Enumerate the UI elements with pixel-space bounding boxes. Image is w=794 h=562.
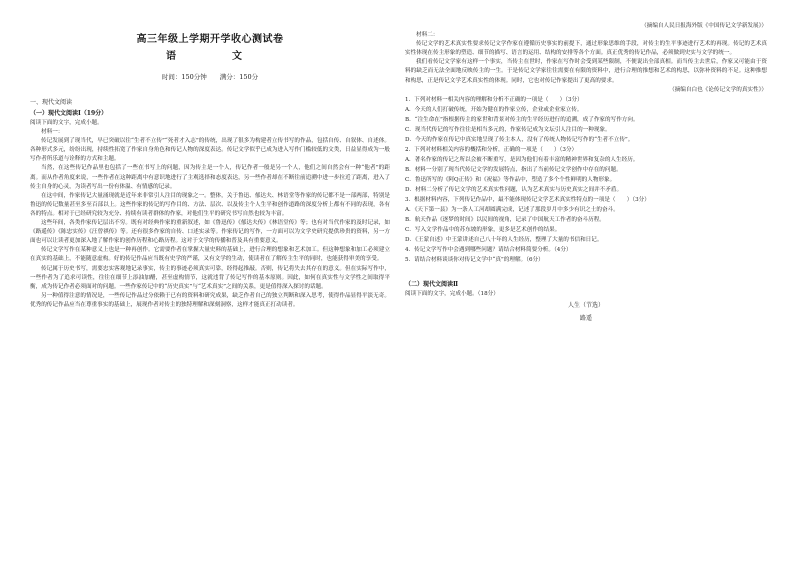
option: A．著名作家的传记之所以会被不断重写，是因为他们有着丰富的精神世界和复杂的人生经历。 (405, 156, 639, 163)
paragraph: 我们看传记文学家有这样一个事实，当传主在世时，作家在写作时会受到某些限制，不便说出全部真相。而当传主去世后，作家又可能由于资料的缺乏而无法全面地反映传主的一生。于是传记文学家往往需要在有限的资料中，进行合理的推想和艺术的构思，以弥补资料的不足。这种推想和构思，正是传记文学艺术真实性的体现。同时，它也对传记作家提出了更高的要求。 (405, 59, 767, 84)
paragraph: 传记文学写作在某种意义上也是一种再创作。它需要作者在掌握大量史料的基础上，进行合理的想象和艺术加工。但这种想象和加工必须建立在真实的基础上，不能随意虚构。好的传记作品应当既有史学的严谨，又有文学的生动，使读者在了解传主生平的同时，也能获得审美的享受。 (30, 247, 390, 263)
left-column (30, 0, 390, 562)
story-author: 路遥 (579, 314, 592, 322)
exam-meta: 时间：150分钟 满分：150分 (161, 73, 259, 81)
paragraph: 传记发展到了现当代，早已突破以往“生者不立传”“死者才入志”的传统，出现了很多为构建者立传书写的作品，包括自传、自叙体、自述体。各种形式多元，纷纷出现，持续性拓宽了作家自身角色和传记人物的深度表达。传记文学似乎已成为进入写作门槛较低的文类，日益显得成为一般写作者所乐道与诠释的方式和主题。 (30, 138, 390, 163)
left-flow (30, 98, 390, 310)
subject-title: 语 文 (166, 51, 254, 62)
question-3: 3．根据材料内容，下列传记作品中，最不能体现传记文学艺术真实性特点的一项是（ ）（3分） (405, 196, 650, 203)
question-2: 2．下列对材料相关内容的概括和分析，正确的一项是（ ）（3分） (405, 146, 578, 153)
paragraph: 传记属于历史书写，需要忠实客观地记录事实，传主的事迹必须真实可靠，经得起推敲。否则，传记将失去其存在的意义。但在实际写作中，一些作者为了追求可读性，往往在细节上添油加醋，甚至虚构情节，这就违背了传记写作的基本原则。因此，如何在真实性与文学性之间取得平衡，成为传记作者必须面对的问题。一些作家传记中的“历史真实”与“艺术真实”之间的关系，更是值得深入探讨的话题。 (30, 265, 390, 290)
paragraph: 传记文学的艺术真实性要求传记文学作家在遵循历史事实的前提下，通过形象思维的手段，对传主的生平事迹进行艺术的再现。传记的艺术真实性体现在传主形象的塑造、细节的描写、语言的运用、结构的安排等各个方面。真正优秀的传记作品，必须做到史实与文学的统一。 (405, 41, 767, 57)
source-citation: （摘编自人民日报海外版《中国传记文学新发展》） (641, 23, 767, 29)
paragraph: 在这中间，作家传记大量涌现就是近年来非常引人注目的现象之一。整体，关于鲁迅、郁达夫、林语堂等作家的传记都不是一部两部，特别是鲁迅的传记数量甚至多至百部以上。这些作家的传记的写作目的、方法、层次、以及传主个人生平和创作道路的深度分析上都有不同的表现，各有各的特点。相对于已经研究较为充分、持续有读者群体的作家，对他们生平的研究书写自然也较为丰富。 (30, 192, 390, 217)
question-4: 4．传记文学写作中会遇到哪些问题？请结合材料简要分析。（4分） (405, 246, 572, 253)
option: A．今天的人们打破传统，开始为健在的作家立传，企业或企业家立传。 (405, 106, 583, 113)
paragraph: 另一种值得注意的情况是，一些传记作品过分依赖于已有的资料和研究成果，缺乏作者自己的独立判断和深入思考，使得作品显得平淡无奇。优秀的传记作品应当在尊重事实的基础上，展现作者对传主的独特理解和深刻洞察，这样才能真正打动读者。 (30, 292, 390, 308)
exam-title: 高三年级上学期开学收心测试卷 (136, 34, 284, 45)
option: D．材料二分析了传记文学的艺术真实性问题，认为艺术真实与历史真实之间并不矛盾。 (405, 186, 623, 193)
option: D．《王蒙自述》中王蒙讲述自己八十年的人生经历，整理了大量的书信和日记。 (405, 236, 603, 243)
subsection-heading: （一）现代文阅读Ⅰ（19分） (30, 110, 108, 117)
instruction: 阅读下面的文字，完成小题。 (30, 120, 103, 126)
spacer (405, 265, 767, 279)
option: C．写入文学作品中的苏东坡的形象，更多是艺术创作的结果。 (405, 226, 561, 233)
option: C．现当代传记的写作往往是相当多元的，作家传记成为文坛引人注目的一种现象。 (405, 126, 611, 133)
option: D．今天的作家在传记中真实地呈现了传主本人，没有了传统人物传记写作的“生者不立传”。 (405, 136, 634, 143)
source-citation: （摘编自白也《论传记文学的真实性》） (669, 86, 767, 93)
option: B．材料一分别了现当代传记文学的发展特点，指出了当前传记文学创作中存在的问题。 (405, 166, 622, 173)
material-label: 材料二： (416, 32, 439, 39)
option: C．鲁迅所写的《阿Q正传》和《祝福》等作品中，塑造了多个个性鲜明的人物形象。 (405, 176, 616, 183)
paragraph: 当然，在这些传记作品里也包括了一些在书写上的问题，因为传主是一个人，传记作者一般是另一个人，他们之间自然会有一种“他者”的距离。而从作者角度来说，一些作者在这种距离中有意识地进行了主观选择和态度表达，另一些作者却在不断往前追溯中进一步拉近了距离，进入了传主自身的心灵，为读者写出一份有体温、有情感的记录。 (30, 165, 390, 190)
material-label: 材料一： (41, 129, 64, 136)
subsection-heading: （二）现代文阅读Ⅱ (405, 280, 459, 288)
right-flow (405, 22, 767, 325)
right-column (405, 0, 767, 562)
section-heading: 一、现代文阅读 (30, 99, 73, 106)
option: B．航天作品《逐梦的时间》以民间的视角，记录了中国航天工作者的奋斗历程。 (405, 216, 605, 223)
option: B．“注生命在”指根据传主的家世和背景对传主的生平经历进行的追溯，成了作家的写作方向。 (405, 116, 639, 123)
question-1: 1．下列对材料一相关内容的理解和分析不正确的一项是（ ）（3分） (405, 96, 583, 103)
question-5: 5．请结合材料谈谈你对传记文学中“真”的理解。（6分） (405, 256, 544, 263)
instruction: 阅读下面的文字，完成小题。（18分） (405, 290, 499, 297)
paragraph: 这些年间，各类作家传记层出不穷。既有对经典作家的重新叙述，如《鲁迅传》《郁达夫传》《林语堂传》等；也有对当代作家的及时记录，如《路遥传》《陈忠实传》《汪曾祺传》等。还有很多作家的自传、口述实录等。作家传记的写作，一方面可以为文学史研究提供珍贵的资料，另一方面也可以让读者更加深入地了解作家的创作历程和心路历程。这对于文学的传播和普及具有重要意义。 (30, 220, 390, 245)
option: A．《天下第一县》为一条人工河却圆满完成，记述了那段岁月中多少有识之士的奋斗。 (405, 206, 619, 213)
story-title: 人生（节选） (567, 301, 604, 309)
